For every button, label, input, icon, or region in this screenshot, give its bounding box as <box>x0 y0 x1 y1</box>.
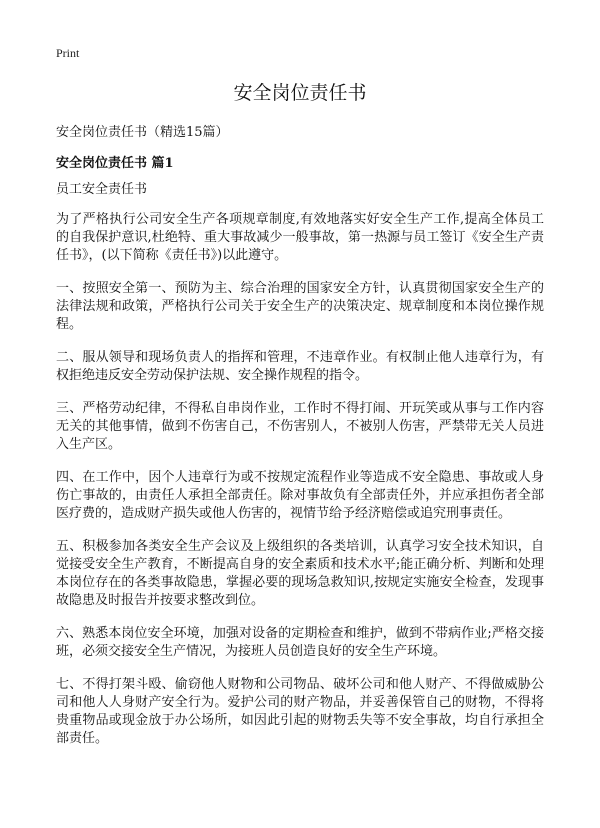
print-link[interactable]: Print <box>56 46 80 60</box>
paragraph-clause-1: 一、按照安全第一、预防为主、综合治理的国家安全方针，认真贯彻国家安全生产的法律法规和政策，严格执行公司关于安全生产的决策决定、规章制度和本岗位操作规程。 <box>56 281 544 332</box>
paragraph-clause-5: 五、积极参加各类安全生产会议及上级组织的各类培训，认真学习安全技术知识，自觉接受安全生产教育，不断提高自身的安全素质和技术水平;能正确分析、判断和处理本岗位存在的各类事故隐患，掌握必要的现场急救知识,按规定实施安全检查，发现事故隐患及时报告并按要求整改到位。 <box>56 539 544 608</box>
document-title: 安全岗位责任书 <box>233 82 367 104</box>
section-heading: 安全岗位责任书 篇1 <box>56 156 174 171</box>
paragraph-clause-4: 四、在工作中，因个人违章行为或不按规定流程作业等造成不安全隐患、事故或人身伤亡事故的，由责任人承担全部责任。除对事故负有全部责任外，并应承担伤者全部医疗费的，造成财产损失或他人伤害的，视情节给予经济赔偿或追究刑事责任。 <box>56 470 544 521</box>
document-subtitle: 安全岗位责任书（精选15篇） <box>56 125 229 140</box>
paragraph-clause-6: 六、熟悉本岗位安全环境，加强对设备的定期检查和维护，做到不带病作业;严格交接班，必须交接安全生产情况，为接班人员创造良好的安全生产环境。 <box>56 626 544 659</box>
document-body <box>56 181 544 763</box>
paragraph-clause-2: 二、服从领导和现场负责人的指挥和管理，不违章作业。有权制止他人违章行为，有权拒绝违反安全劳动保护法规、安全操作规程的指令。 <box>56 350 544 383</box>
paragraph-clause-3: 三、严格劳动纪律，不得私自串岗作业，工作时不得打闹、开玩笑或从事与工作内容无关的其他事情，做到不伤害自己，不伤害别人，不被别人伤害，严禁带无关人员进入生产区。 <box>56 401 544 452</box>
paragraph-heading: 员工安全责任书 <box>56 182 148 197</box>
paragraph-intro: 为了严格执行公司安全生产各项规章制度,有效地落实好安全生产工作,提高全体员工的自我保护意识,杜绝特、重大事故减少一般事故，第一热源与员工签订《安全生产责任书》，(以下简称《责任书》)以此遵守。 <box>56 212 544 263</box>
paragraph-clause-7: 七、不得打架斗殴、偷窃他人财物和公司物品、破坏公司和他人财产、不得做威胁公司和他人人身财产安全行为。爱护公司的财产物品，并妥善保管自己的财物，不得将贵重物品或现金放于办公场所，如因此引起的财物丢失等不安全事故，均自行承担全部责任。 <box>56 677 544 746</box>
